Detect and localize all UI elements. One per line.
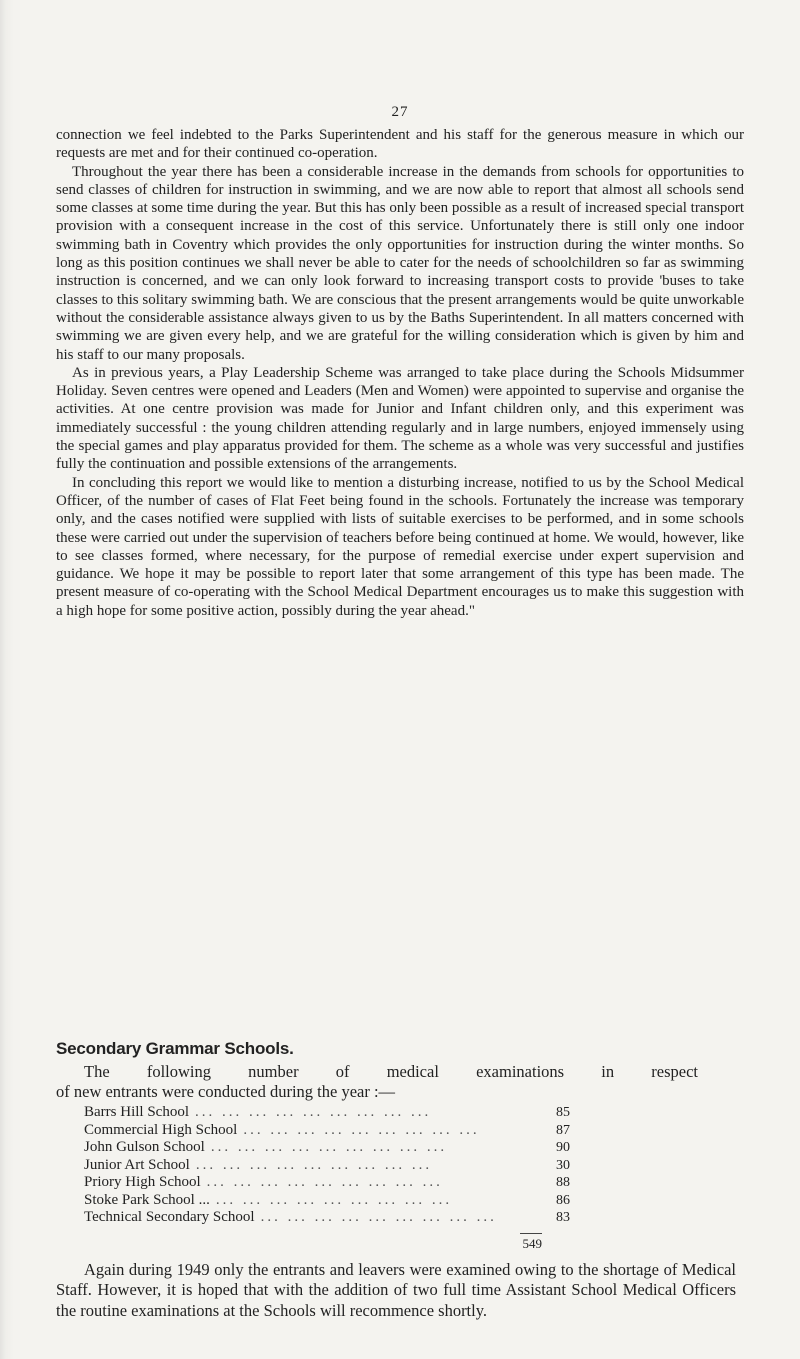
- list-item: [84, 1209, 570, 1227]
- leader-dots: ... ... ... ... ... ... ... ... ...: [195, 1104, 432, 1120]
- total-count: 549: [522, 1235, 542, 1251]
- paragraph-parks: connection we feel indebted to the Parks Superintendent and his staff for the generous measure in which our requests are met and for their continued co-operation.: [56, 127, 744, 162]
- secondary-grammar-section: [56, 1039, 756, 1321]
- school-list: [84, 1104, 570, 1227]
- school-count: 85: [556, 1105, 570, 1120]
- school-name: Barrs Hill School: [84, 1104, 189, 1120]
- list-item: [84, 1104, 570, 1122]
- school-count: 87: [556, 1122, 570, 1138]
- list-item: [84, 1192, 570, 1210]
- section-intro-line1: The following number of medical examinations in respect: [84, 1062, 698, 1081]
- school-name: Commercial High School: [84, 1121, 238, 1138]
- paragraph-play-leadership: As in previous years, a Play Leadership Scheme was arranged to take place during the Schools Midsummer Holiday. Seven centres were opened and Leaders (Men and Women) were appointed to supervise and organise the activities. At one centre provision was made for Junior and Infant children only, and this experiment was immediately successful : the young children attending regularly and in large numbers, enjoyed immensely using the special games and play apparatus provided for them. The scheme as a whole was very successful and justifies fully the continuation and possible extensions of the arrangements.: [56, 364, 744, 473]
- section-intro-line2: of new entrants were conducted during the year :—: [56, 1082, 396, 1101]
- paragraph-flat-feet: In concluding this report we would like to mention a disturbing increase, notified to us by the School Medical Officer, of the number of cases of Flat Feet being found in the schools. Fortunately the increase was temporary only, and the cases notified were supplied with lists of suitable exercises to be performed, and in some schools these were carried out under the supervision of teachers before being continued at home. We would, however, like to see classes formed, where necessary, for the purpose of remedial exercise under expert supervision and guidance. We hope it may be possible to report later that some arrangement of this type has been made. The present measure of co-operating with the School Medical Department encourages us to make this suggestion with a high hope for some positive action, possibly during the year ahead.": [56, 474, 744, 619]
- school-name: Stoke Park School ...: [84, 1191, 210, 1208]
- leader-dots: ... ... ... ... ... ... ... ... ...: [243, 1121, 480, 1138]
- school-name: John Gulson School: [84, 1139, 205, 1155]
- list-item: [84, 1139, 570, 1157]
- school-count: 30: [556, 1157, 570, 1173]
- list-item: [84, 1174, 570, 1192]
- school-count: 86: [556, 1192, 570, 1208]
- list-item: [84, 1122, 570, 1140]
- school-count: 88: [556, 1175, 570, 1190]
- school-name: Junior Art School: [84, 1156, 190, 1173]
- leader-dots: ... ... ... ... ... ... ... ... ...: [206, 1174, 443, 1190]
- leader-dots: ... ... ... ... ... ... ... ... ...: [215, 1191, 453, 1208]
- leader-dots: ... ... ... ... ... ... ... ... ...: [210, 1139, 448, 1155]
- school-count: 90: [556, 1140, 570, 1155]
- school-name: Technical Secondary School: [84, 1209, 255, 1225]
- page-number: 27: [391, 104, 409, 120]
- paragraph-swimming: Throughout the year there has been a considerable increase in the demands from schools for opportunities to send classes of children for instruction in swimming, and we are now able to report that almost all schools send some classes at some time during the year. But this has only been possible as a result of increased special transport provision with a consequent increase in the cost of this service. Unfortunately there is still only one indoor swimming bath in Coventry which provides the only opportunities for instruction during the winter months. So long as this position continues we shall never be able to cater for the needs of schoolchildren so far as swimming instruction is concerned, and we can only look forward to increasing transport costs to provide 'buses to take classes to this solitary swimming bath. We are conscious that the present arrangements would be quite unworkable without the considerable assistance always given to us by the Baths Superintendent. In all matters concerned with swimming we are given every help, and we are grateful for the willing consideration which is given by him and his staff to our many proposals.: [56, 163, 744, 363]
- total-divider: [520, 1233, 542, 1234]
- section-heading: Secondary Grammar Schools.: [56, 1039, 294, 1058]
- report-body: [56, 126, 744, 620]
- leader-dots: ... ... ... ... ... ... ... ... ...: [260, 1209, 497, 1225]
- closing-paragraph: Again during 1949 only the entrants and leavers were examined owing to the shortage of Medical Staff. However, it is hoped that with the addition of two full time Assistant School Medical Officers the routine examinations at the Schools will recommence shortly.: [56, 1259, 736, 1320]
- list-item: [84, 1157, 570, 1175]
- school-count: 83: [556, 1210, 570, 1225]
- school-name: Priory High School: [84, 1174, 201, 1190]
- leader-dots: ... ... ... ... ... ... ... ... ...: [195, 1156, 433, 1173]
